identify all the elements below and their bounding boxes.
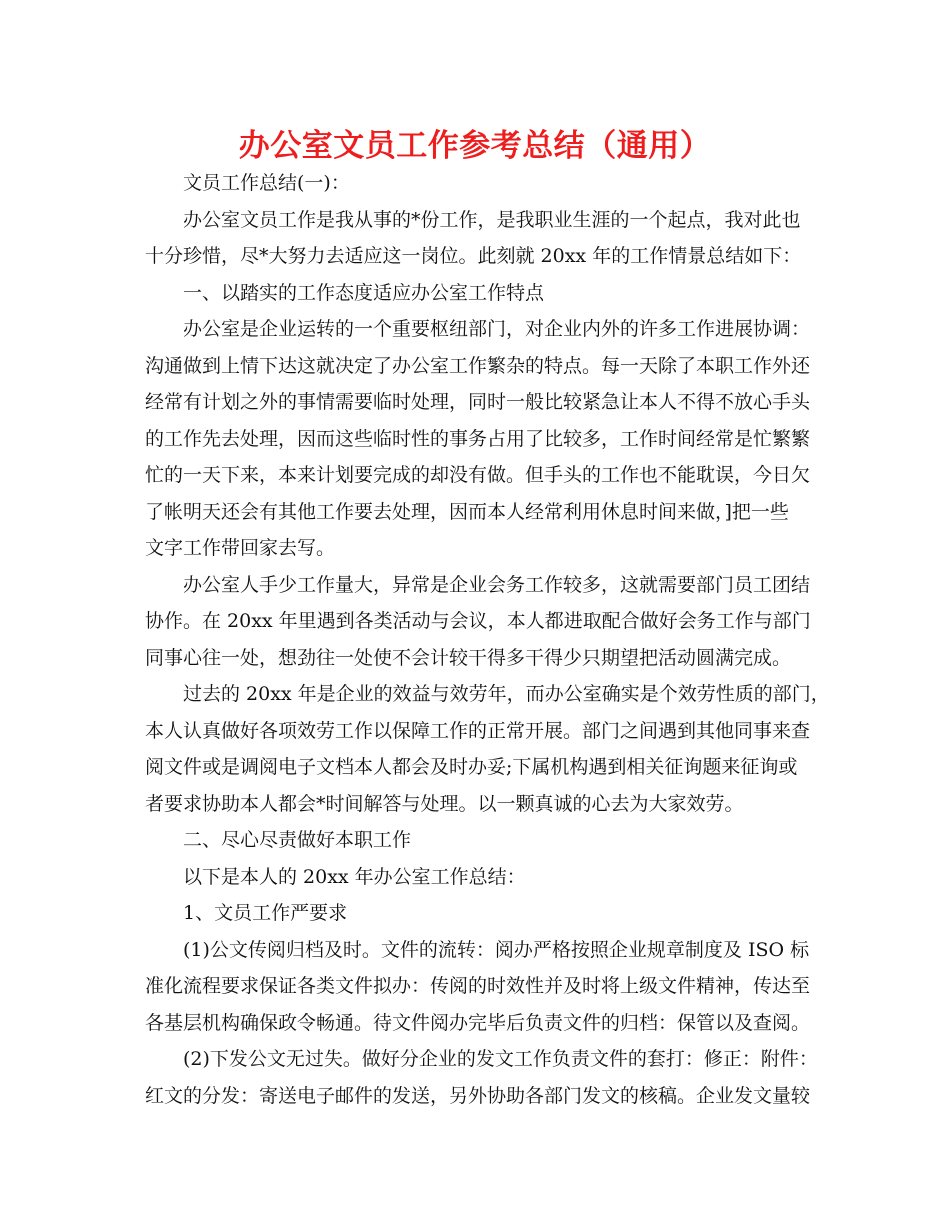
paragraph-line: 以下是本人的 20xx 年办公室工作总结： [183,865,526,888]
paragraph-line: 者要求协助本人都会*时间解答与处理。以一颗真诚的心去为大家效劳。 [145,792,744,815]
paragraph-line: 经常有计划之外的事情需要临时处理，同时一般比较紧急让本人不得不放心手头 [145,391,811,413]
paragraph-line: 文字工作带回家去写。 [145,537,336,559]
paragraph-line: 十分珍惜，尽*大努力去适应这一岗位。此刻就 20xx 年的工作情景总结如下： [145,245,802,267]
paragraph-line: 办公室文员工作是我从事的*份工作，是我职业生涯的一个起点，我对此也 [183,208,801,231]
paragraph-line: (2)下发公文无过失。做好分企业的发文工作负责文件的套打：修正：附件： [183,1048,818,1070]
paragraph-line: 了帐明天还会有其他工作要去处理，因而本人经常利用休息时间来做，]把一些 [145,500,789,523]
paragraph-line: 同事心往一处，想劲往一处使不会计较干得多干得少只期望把活动圆满完成。 [145,646,792,669]
paragraph-line: 过去的 20xx 年是企业的效益与效劳年，而办公室确实是个效劳性质的部门， [183,683,830,705]
paragraph-line: (1)公文传阅归档及时。文件的流转：阅办严格按照企业规章制度及 ISO 标 [183,938,810,961]
paragraph-line: 红文的分发：寄送电子邮件的发送，另外协助各部门发文的核稿。企业发文量较 [145,1084,811,1107]
paragraph-line: 协作。在 20xx 年里遇到各类活动与会议，本人都进取配合做好会务工作与部门 [145,610,811,632]
paragraph-line: 忙的一天下来，本来计划要完成的却没有做。但手头的工作也不能耽误，今日欠 [145,464,811,486]
section-heading: 二、尽心尽责做好本职工作 [183,829,412,851]
subsection-heading: 1、文员工作严要求 [183,902,348,924]
paragraph-line: 各基层机构确保政令畅通。待文件阅办完毕后负责文件的归档：保管以及查阅。 [145,1011,811,1034]
document-body [145,165,830,1114]
paragraph-line: 阅文件或是调阅电子文档本人都会及时办妥;下属机构遇到相关征询题来征询或 [145,756,798,778]
paragraph-line: 沟通做到上情下达这就决定了办公室工作繁杂的特点。每一天除了本职工作外还 [145,354,811,377]
section-heading: 一、以踏实的工作态度适应办公室工作特点 [183,281,545,304]
paragraph-line: 的工作先去处理，因而这些临时性的事务占用了比较多，工作时间经常是忙繁繁 [145,427,811,450]
paragraph-line: 办公室人手少工作量大，异常是企业会务工作较多，这就需要部门员工团结 [183,573,811,596]
section-heading: 文员工作总结(一)： [183,172,350,194]
paragraph-line: 本人认真做好各项效劳工作以保障工作的正常开展。部门之间遇到其他同事来查 [145,719,811,742]
paragraph-line: 办公室是企业运转的一个重要枢纽部门，对企业内外的许多工作进展协调： [183,318,811,340]
document-title: 办公室文员工作参考总结（通用） [238,128,712,164]
paragraph-line: 准化流程要求保证各类文件拟办：传阅的时效性并及时将上级文件精神，传达至 [145,975,811,997]
